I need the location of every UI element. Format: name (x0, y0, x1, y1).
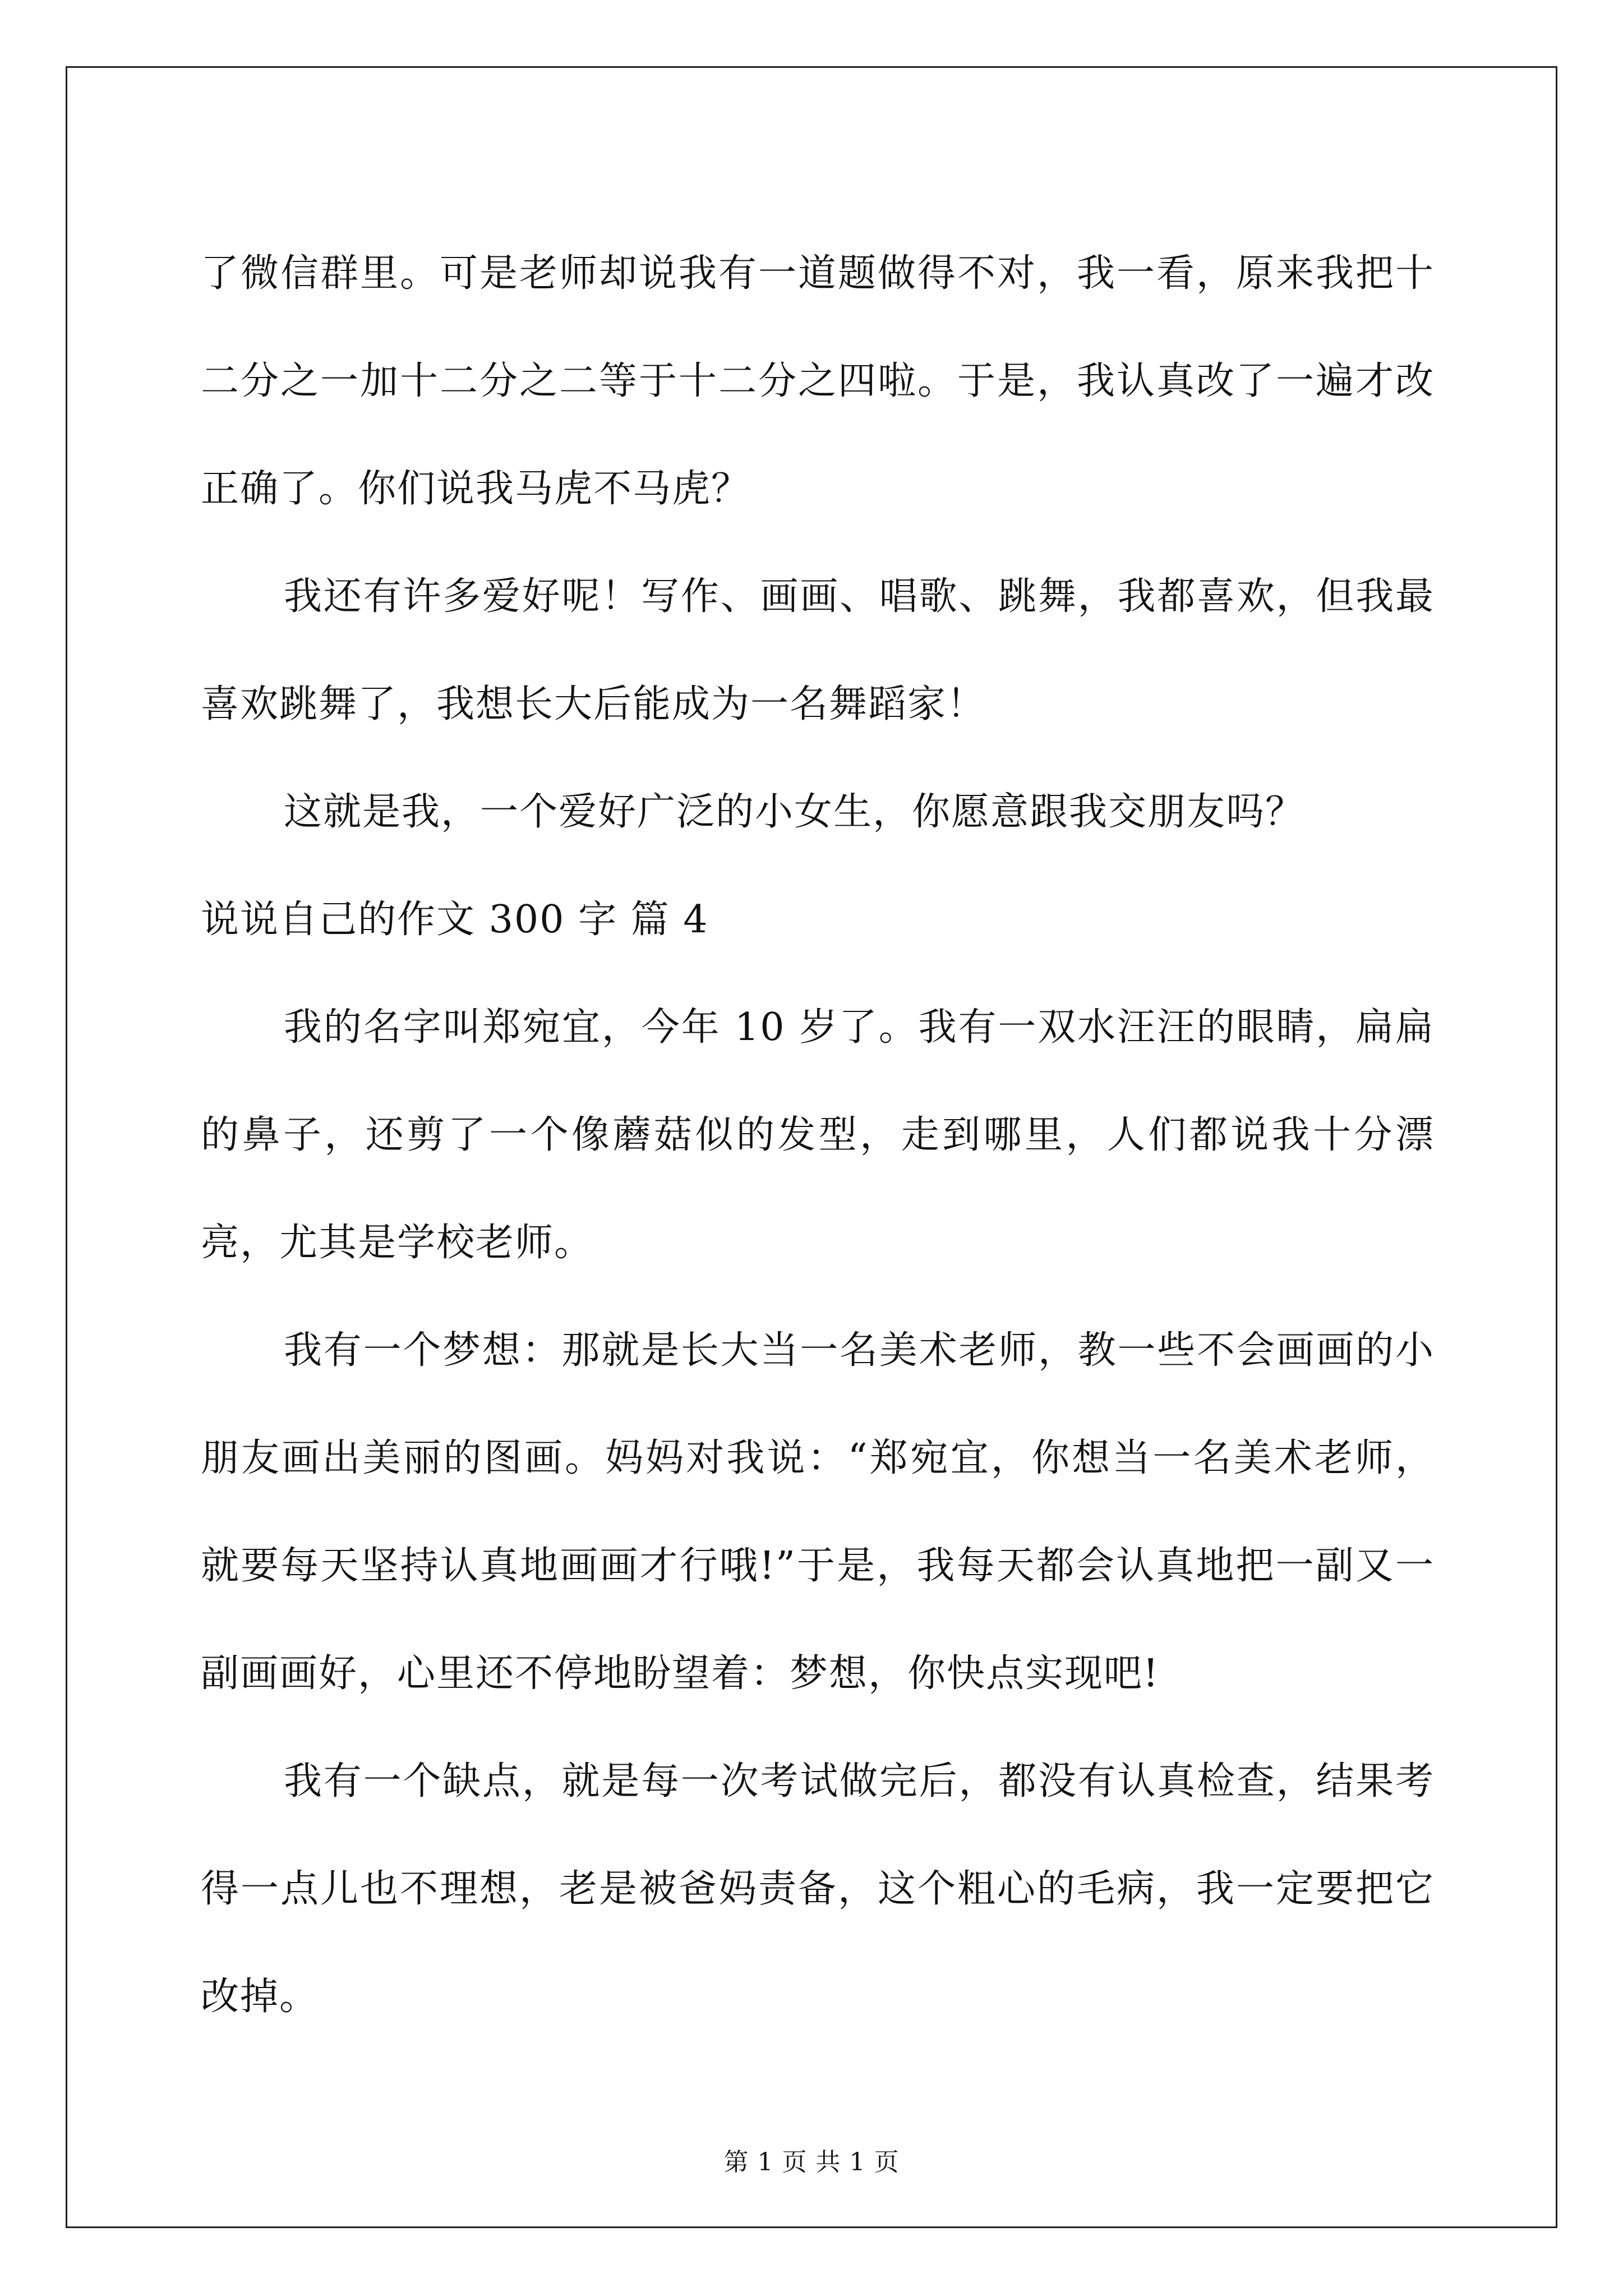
paragraph: 了微信群里。可是老师却说我有一道题做得不对，我一看，原来我把十二分之一加十二分之二等于十二分之四啦。于是，我认真改了一遍才改正确了。你们说我马虎不马虎？ (201, 251, 1435, 511)
document-body (201, 220, 1435, 2051)
paragraph: 这就是我，一个爱好广泛的小女生，你愿意跟我交朋友吗？ (284, 790, 1305, 834)
paragraph: 我的名字叫郑宛宜，今年 10 岁了。我有一双水汪汪的眼睛，扁扁的鼻子，还剪了一个像蘑菇似的发型，走到哪里，人们都说我十分漂亮，尤其是学校老师。 (201, 1005, 1435, 1265)
paragraph: 我有一个缺点，就是每一次考试做完后，都没有认真检查，结果考得一点儿也不理想，老是被爸妈责备，这个粗心的毛病，我一定要把它改掉。 (201, 1759, 1435, 2019)
paragraph: 我还有许多爱好呢！写作、画画、唱歌、跳舞，我都喜欢，但我最喜欢跳舞了，我想长大后能成为一名舞蹈家！ (201, 574, 1435, 726)
page-number-footer: 第 1 页 共 1 页 (723, 2148, 900, 2177)
paragraph: 我有一个梦想：那就是长大当一名美术老师，教一些不会画画的小朋友画出美丽的图画。妈妈对我说：“郑宛宜，你想当一名美术老师，就要每天坚持认真地画画才行哦!”于是，我每天都会认真地把一副又一副画画好，心里还不停地盼望着：梦想，你快点实现吧! (201, 1328, 1435, 1696)
section-heading: 说说自己的作文 300 字 篇 4 (201, 898, 709, 942)
